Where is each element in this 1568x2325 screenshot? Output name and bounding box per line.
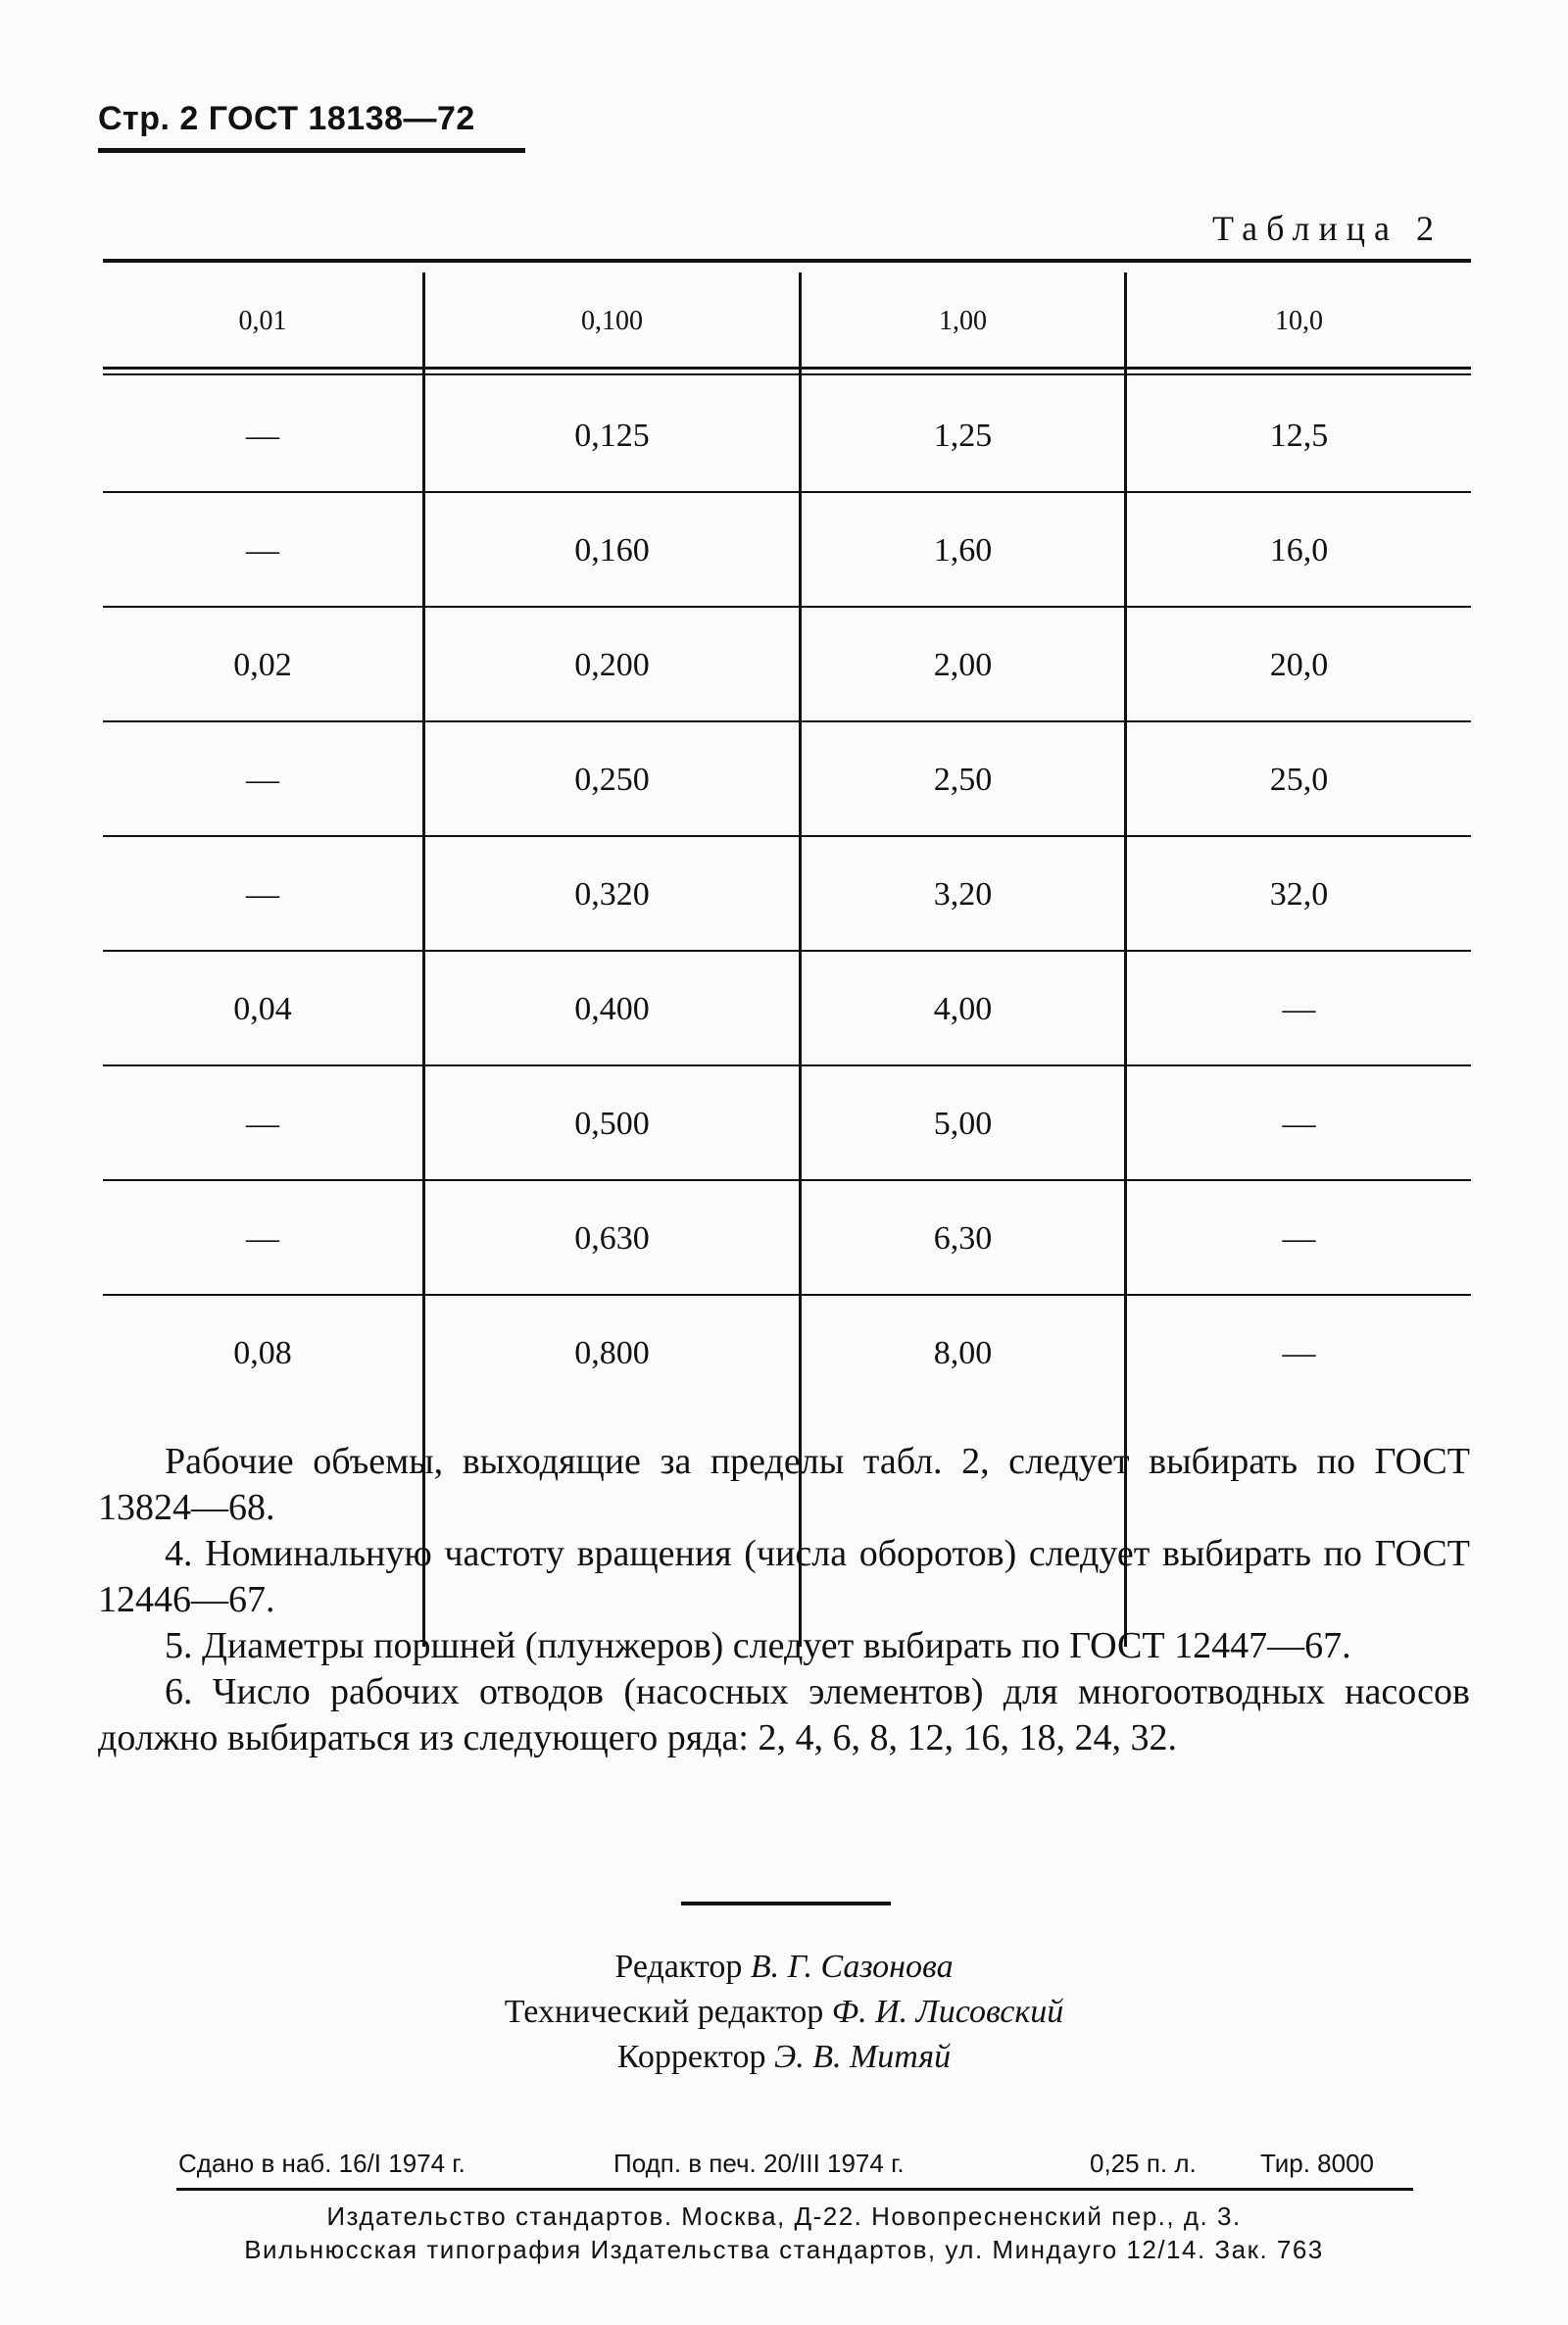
table-row [103,608,1471,722]
table-row [103,378,1471,493]
table-row [103,493,1471,608]
credit-tech-editor [0,1994,1568,2031]
table-cell: 0,02 [233,647,292,683]
table-cell: 20,0 [1269,647,1329,683]
table-cell: — [1282,1106,1316,1142]
paragraph: 4. Номинальную частоту вращения (числа оборотов) следует выбирать по ГОСТ 12446—67. [98,1533,1470,1620]
table-row [103,1066,1471,1181]
table-cell: 0,160 [574,532,650,569]
table-cell: 0,320 [574,876,650,913]
separator-rule [681,1902,891,1905]
imprint-print-run: Тир. 8000 [1260,2149,1375,2178]
table-cell: 0,08 [233,1335,292,1371]
table-cell: 25,0 [1269,762,1329,798]
table-cell: — [246,1106,279,1142]
editor-label: Редактор [614,1949,743,1985]
table-header-rule-second [103,373,1471,375]
table-cell: — [1282,1335,1316,1371]
table-cell: — [1282,1220,1316,1257]
imprint-rule [176,2188,1413,2191]
table-cell: 8,00 [933,1335,993,1371]
corrector-name: Э. В. Митяй [773,2039,952,2075]
corrector-label: Корректор [616,2039,766,2075]
table-cell: 0,400 [574,991,650,1027]
body-text [98,1439,1470,1761]
table-cell: 0,125 [574,418,650,454]
table-cell: 2,00 [933,647,993,683]
tech-editor-name: Ф. И. Лисовский [831,1994,1064,2030]
table-cell: — [1282,991,1316,1027]
imprint-submitted: Сдано в наб. 16/I 1974 г. [178,2149,466,2178]
table-cell: — [246,418,279,454]
paragraph: 5. Диаметры поршней (плунжеров) следует выбирать по ГОСТ 12447—67. [165,1625,1351,1666]
table-row [103,722,1471,837]
table-cell: 0,500 [574,1106,650,1142]
paragraph: Рабочие объемы, выходящие за пределы табл. 2, следует выбирать по ГОСТ 13824—68. [98,1441,1470,1528]
column-header: 10,0 [1275,306,1323,336]
column-header: 0,01 [238,306,287,336]
table-cell: 0,630 [574,1220,650,1257]
table-cell: 5,00 [933,1106,993,1142]
table-cell: — [246,1220,279,1257]
table-cell: — [246,762,279,798]
table-cell: 0,800 [574,1335,650,1371]
imprint-signed: Подп. в печ. 20/III 1974 г. [613,2149,905,2178]
table-top-rule [103,259,1471,263]
paragraph: 6. Число рабочих отводов (насосных элементов) для многоотводных насосов должно выбираться из следующего ряда: 2, 4, 6, 8, 12, 16, 18, 24, 32. [98,1671,1470,1758]
table-cell: — [246,876,279,913]
column-header: 0,100 [581,306,643,336]
table-row [103,837,1471,952]
publisher-line: Издательство стандартов. Москва, Д-22. Новопресненский пер., д. 3. [326,2201,1242,2231]
tech-editor-label: Технический редактор [504,1994,824,2030]
table-cell: 1,60 [933,532,993,569]
editor-name: В. Г. Сазонова [750,1949,954,1985]
table-cell: 12,5 [1269,418,1329,454]
table-cell: 1,25 [933,418,993,454]
header-rule [98,148,525,153]
table-cell: 0,200 [574,647,650,683]
table-cell: 16,0 [1269,532,1329,569]
table-row [103,1181,1471,1296]
table-caption: Таблица 2 [1212,209,1443,248]
table-row [103,952,1471,1066]
table-cell: 0,04 [233,991,292,1027]
page-header [98,100,475,138]
table-header-rule [103,367,1471,370]
table-row [103,1296,1471,1410]
credit-corrector [0,2039,1568,2076]
page-number: Стр. 2 [98,100,199,137]
table-cell: — [246,532,279,569]
table-cell: 0,250 [574,762,650,798]
credit-editor [0,1949,1568,1986]
printer-line: Вильнюсская типография Издательства стандартов, ул. Миндауго 12/14. Зак. 763 [244,2235,1324,2264]
imprint-sheets: 0,25 п. л. [1090,2149,1197,2178]
table-cell: 3,20 [933,876,993,913]
table-cell: 6,30 [933,1220,993,1257]
table-cell: 32,0 [1269,876,1329,913]
column-header: 1,00 [939,306,987,336]
table-cell: 4,00 [933,991,993,1027]
table-cell: 2,50 [933,762,993,798]
standard-number: ГОСТ 18138—72 [208,100,475,137]
